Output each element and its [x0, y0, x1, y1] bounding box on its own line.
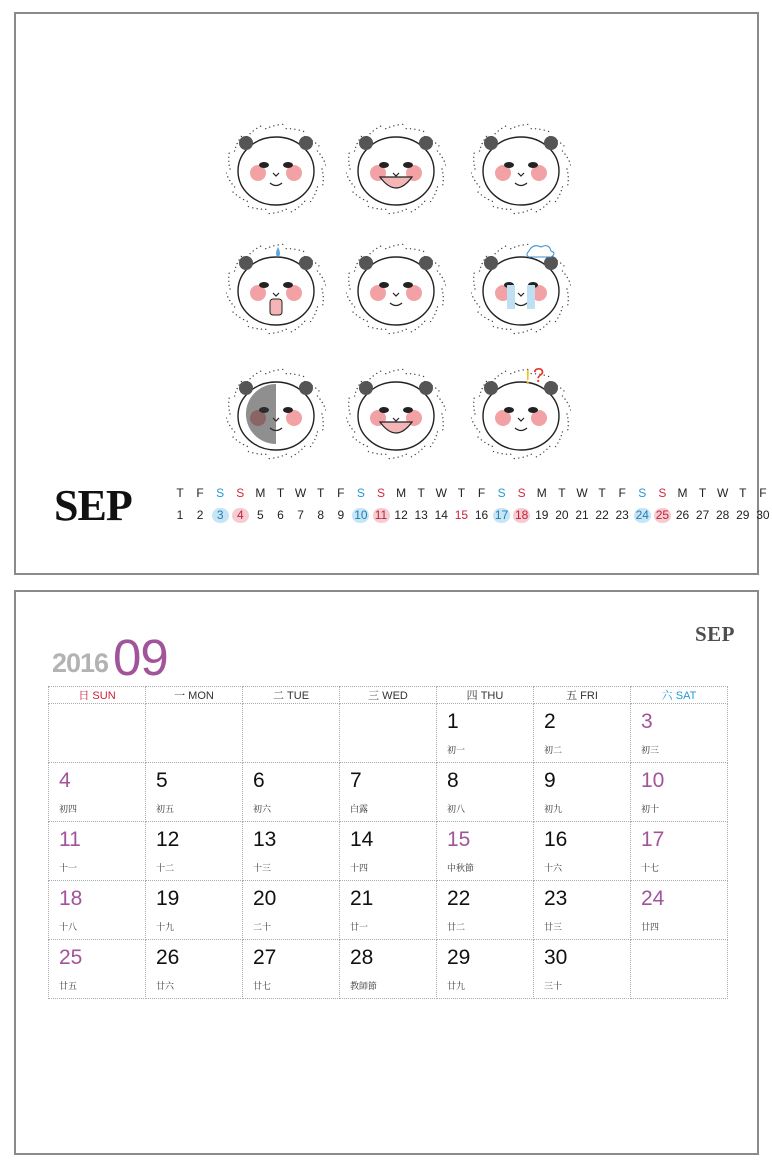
day-cell [243, 940, 340, 999]
strip-date [291, 506, 311, 524]
lunar-date: 廿五 [59, 981, 78, 991]
strip-date-number: 10 [354, 508, 368, 522]
day-cell [146, 940, 243, 999]
day-number: 27 [253, 946, 277, 969]
week-row [49, 763, 728, 822]
day-cell [146, 881, 243, 940]
lunar-date: 十一 [59, 863, 78, 873]
lunar-date: 十八 [59, 922, 78, 932]
day-number: 25 [59, 946, 83, 969]
lunar-date: 初一 [447, 745, 466, 755]
strip-date-number: 1 [176, 508, 184, 522]
strip-weekday: M [536, 486, 547, 500]
bottom-calendar-page [14, 590, 759, 1155]
day-cell [631, 881, 728, 940]
lunar-date: 初六 [253, 804, 272, 814]
day-cell [437, 822, 534, 881]
panda-blushing-hearts-icon [346, 237, 446, 337]
strip-date-number: 19 [535, 508, 549, 522]
lunar-date: 初九 [544, 804, 563, 814]
strip-date [271, 506, 291, 524]
strip-date-number: 3 [212, 508, 229, 523]
strip-date [230, 506, 250, 524]
week-row [49, 704, 728, 763]
day-number: 7 [350, 769, 362, 792]
day-number: 19 [156, 887, 180, 910]
day-cell [340, 822, 437, 881]
strip-weekday: W [717, 486, 729, 500]
strip-date-number: 7 [297, 508, 304, 522]
strip-weekday: T [698, 486, 707, 500]
day-number: 10 [641, 769, 665, 792]
lunar-date: 初四 [59, 804, 78, 814]
day-cell [534, 822, 631, 881]
svg-text:?: ? [533, 365, 545, 387]
lunar-date: 十二 [156, 863, 175, 873]
day-cell [243, 822, 340, 881]
day-number: 22 [447, 887, 471, 910]
day-number: 4 [59, 769, 71, 792]
strip-date-number: 13 [414, 508, 428, 522]
strip-date [451, 506, 471, 524]
bottom-month-label: SEP [694, 622, 735, 646]
strip-weekday: S [356, 486, 365, 500]
strip-date [592, 506, 612, 524]
strip-date-number: 21 [575, 508, 589, 522]
strip-weekday: M [677, 486, 688, 500]
top-calendar-page [14, 12, 770, 575]
strip-date [250, 506, 270, 524]
strip-date-number: 15 [454, 508, 469, 522]
strip-weekday: F [337, 486, 345, 500]
strip-weekday: W [294, 486, 307, 500]
month-grid [48, 686, 728, 999]
day-number: 8 [447, 769, 459, 792]
weekday-header: 五 FRI [534, 687, 631, 704]
strip-weekday: F [759, 486, 767, 500]
strip-date-number: 6 [277, 508, 284, 522]
strip-weekday: S [638, 486, 647, 500]
day-cell [340, 763, 437, 822]
weekday-header: 一 MON [146, 687, 243, 704]
lunar-date: 十三 [253, 863, 272, 873]
strip-date-number: 29 [736, 508, 750, 522]
lunar-date: 初八 [447, 804, 466, 814]
strip-date-number: 22 [595, 508, 609, 522]
day-number: 18 [59, 887, 83, 910]
lunar-date: 十九 [156, 922, 175, 932]
strip-date-number: 9 [337, 508, 345, 522]
day-number: 24 [641, 887, 665, 910]
strip-weekday: S [216, 486, 225, 500]
strip-date-number: 12 [394, 508, 408, 522]
strip-date-number: 27 [695, 508, 710, 522]
weekday-header: 日 SUN [49, 687, 146, 704]
strip-weekday: W [435, 486, 447, 500]
day-number: 30 [544, 946, 568, 969]
strip-date [693, 506, 713, 524]
svg-text:!: ! [525, 367, 531, 389]
day-cell [243, 763, 340, 822]
day-cell [49, 881, 146, 940]
lunar-date: 廿七 [253, 981, 272, 991]
panda-grinning-icon [346, 362, 446, 462]
strip-date-number: 20 [555, 508, 569, 522]
strip-weekday: S [517, 486, 526, 500]
strip-date-number: 26 [675, 508, 690, 522]
day-cell [534, 704, 631, 763]
weekday-header: 三 WED [340, 687, 437, 704]
strip-weekday: S [658, 486, 667, 500]
strip-date-number: 23 [615, 508, 629, 522]
day-cell [631, 763, 728, 822]
strip-date-number: 16 [474, 508, 489, 522]
day-number: 23 [544, 887, 568, 910]
strip-weekday: F [477, 486, 486, 500]
strip-date [351, 506, 371, 524]
week-row [49, 940, 728, 999]
strip-weekday: T [558, 486, 566, 500]
strip-date [391, 506, 411, 524]
strip-weekday: M [255, 486, 266, 500]
day-cell [49, 763, 146, 822]
panda-annoyed-icon [471, 117, 571, 217]
strip-date-number: 5 [257, 508, 264, 522]
day-cell [631, 704, 728, 763]
day-cell [340, 940, 437, 999]
day-cell [534, 940, 631, 999]
lunar-date: 廿六 [156, 981, 175, 991]
empty-day-cell [631, 940, 728, 999]
lunar-date: 廿三 [544, 922, 563, 932]
strip-date-number: 24 [635, 508, 649, 522]
strip-weekday: T [317, 486, 325, 500]
strip-weekday: F [196, 486, 204, 500]
strip-date [210, 506, 230, 524]
lunar-date: 廿九 [447, 981, 466, 991]
strip-weekday: S [497, 486, 506, 500]
day-cell [631, 822, 728, 881]
lunar-date: 二十 [253, 922, 272, 932]
day-number: 28 [350, 946, 374, 969]
strip-date-number: 25 [655, 508, 670, 522]
strip-date [331, 506, 351, 524]
day-number: 5 [156, 769, 168, 792]
day-number: 16 [544, 828, 568, 851]
day-number: 6 [253, 769, 265, 792]
week-row [49, 881, 728, 940]
day-number: 15 [447, 828, 471, 851]
strip-date-number: 14 [434, 508, 448, 522]
day-number: 9 [544, 769, 556, 792]
year-label: 2016 [52, 648, 109, 678]
lunar-date: 三十 [544, 981, 563, 991]
day-number: 11 [59, 828, 81, 851]
strip-date-number: 30 [756, 508, 770, 522]
empty-day-cell [243, 704, 340, 763]
lunar-date: 廿二 [447, 922, 466, 932]
strip-weekday: F [618, 486, 626, 500]
day-number: 12 [156, 828, 180, 851]
weekday-header: 六 SAT [631, 687, 728, 704]
strip-weekday: S [376, 486, 385, 500]
lunar-date: 初五 [156, 804, 175, 814]
day-number: 20 [253, 887, 277, 910]
weekday-header: 二 TUE [243, 687, 340, 704]
strip-date [673, 506, 693, 524]
strip-date [311, 506, 331, 524]
strip-date-number: 2 [196, 508, 204, 522]
day-number: 14 [350, 828, 374, 851]
strip-date [652, 506, 672, 524]
strip-date [170, 506, 190, 524]
strip-date-number: 18 [515, 508, 529, 522]
strip-date [411, 506, 431, 524]
day-cell [534, 881, 631, 940]
day-cell [534, 763, 631, 822]
lunar-date: 廿一 [350, 922, 369, 932]
empty-day-cell [340, 704, 437, 763]
day-cell [437, 763, 534, 822]
strip-date [512, 506, 532, 524]
strip-date [532, 506, 552, 524]
strip-date [431, 506, 451, 524]
strip-date [190, 506, 210, 524]
panda-confused-icon [471, 362, 571, 462]
panda-shocked-sweat-icon [226, 237, 326, 337]
strip-date [371, 506, 391, 524]
day-number: 21 [350, 887, 374, 910]
strip-date [753, 506, 772, 524]
day-number: 13 [253, 828, 277, 851]
lunar-date: 教師節 [350, 981, 378, 991]
strip-date-number: 4 [232, 508, 249, 523]
lunar-date: 廿四 [641, 922, 660, 932]
lunar-date: 初二 [544, 745, 563, 755]
strip-weekday: S [236, 486, 245, 500]
weekday-header: 四 THU [437, 687, 534, 704]
day-cell [340, 881, 437, 940]
lunar-date: 十六 [544, 863, 563, 873]
week-row [49, 822, 728, 881]
panda-neutral-exclaim-icon [226, 117, 326, 217]
day-number: 29 [447, 946, 471, 969]
lunar-date: 中秋節 [447, 863, 475, 873]
lunar-date: 白露 [350, 804, 369, 814]
panda-gloomy-ghost-icon [226, 362, 326, 462]
strip-weekday: T [598, 486, 606, 500]
strip-date [552, 506, 572, 524]
strip-weekday: T [739, 486, 747, 500]
day-cell [437, 704, 534, 763]
strip-weekday: M [396, 486, 407, 500]
strip-date [733, 506, 753, 524]
day-number: 26 [156, 946, 180, 969]
day-cell [437, 940, 534, 999]
strip-weekday: T [417, 486, 425, 500]
day-cell [49, 940, 146, 999]
strip-weekday: T [276, 486, 285, 500]
panda-face-grid [216, 92, 586, 462]
strip-date [472, 506, 492, 524]
strip-weekday: T [176, 486, 184, 500]
lunar-date: 十四 [350, 863, 369, 873]
strip-date [612, 506, 632, 524]
day-cell [49, 822, 146, 881]
strip-date [632, 506, 652, 524]
day-number: 2 [544, 710, 556, 733]
strip-date [492, 506, 512, 524]
strip-date-number: 17 [494, 508, 509, 522]
day-cell [437, 881, 534, 940]
strip-date [713, 506, 733, 524]
panda-crying-cloud-icon [471, 237, 571, 337]
empty-day-cell [146, 704, 243, 763]
day-cell [146, 822, 243, 881]
empty-day-cell [49, 704, 146, 763]
month-number: 09 [113, 629, 168, 686]
lunar-date: 初三 [641, 745, 660, 755]
strip-date [572, 506, 592, 524]
strip-weekday: T [457, 486, 466, 500]
lunar-date: 十七 [641, 863, 660, 873]
top-month-label: SEP [54, 481, 132, 530]
panda-laughing-icon [346, 117, 446, 217]
day-number: 3 [641, 710, 653, 733]
lunar-date: 初十 [641, 804, 660, 814]
day-number: 17 [641, 828, 665, 851]
strip-date-number: 11 [373, 508, 390, 523]
strip-date-number: 28 [716, 508, 730, 522]
day-cell [146, 763, 243, 822]
day-cell [243, 881, 340, 940]
strip-weekday: W [576, 486, 588, 500]
strip-date-number: 8 [317, 508, 325, 522]
weekday-header-row [49, 687, 728, 704]
day-number: 1 [447, 710, 459, 733]
